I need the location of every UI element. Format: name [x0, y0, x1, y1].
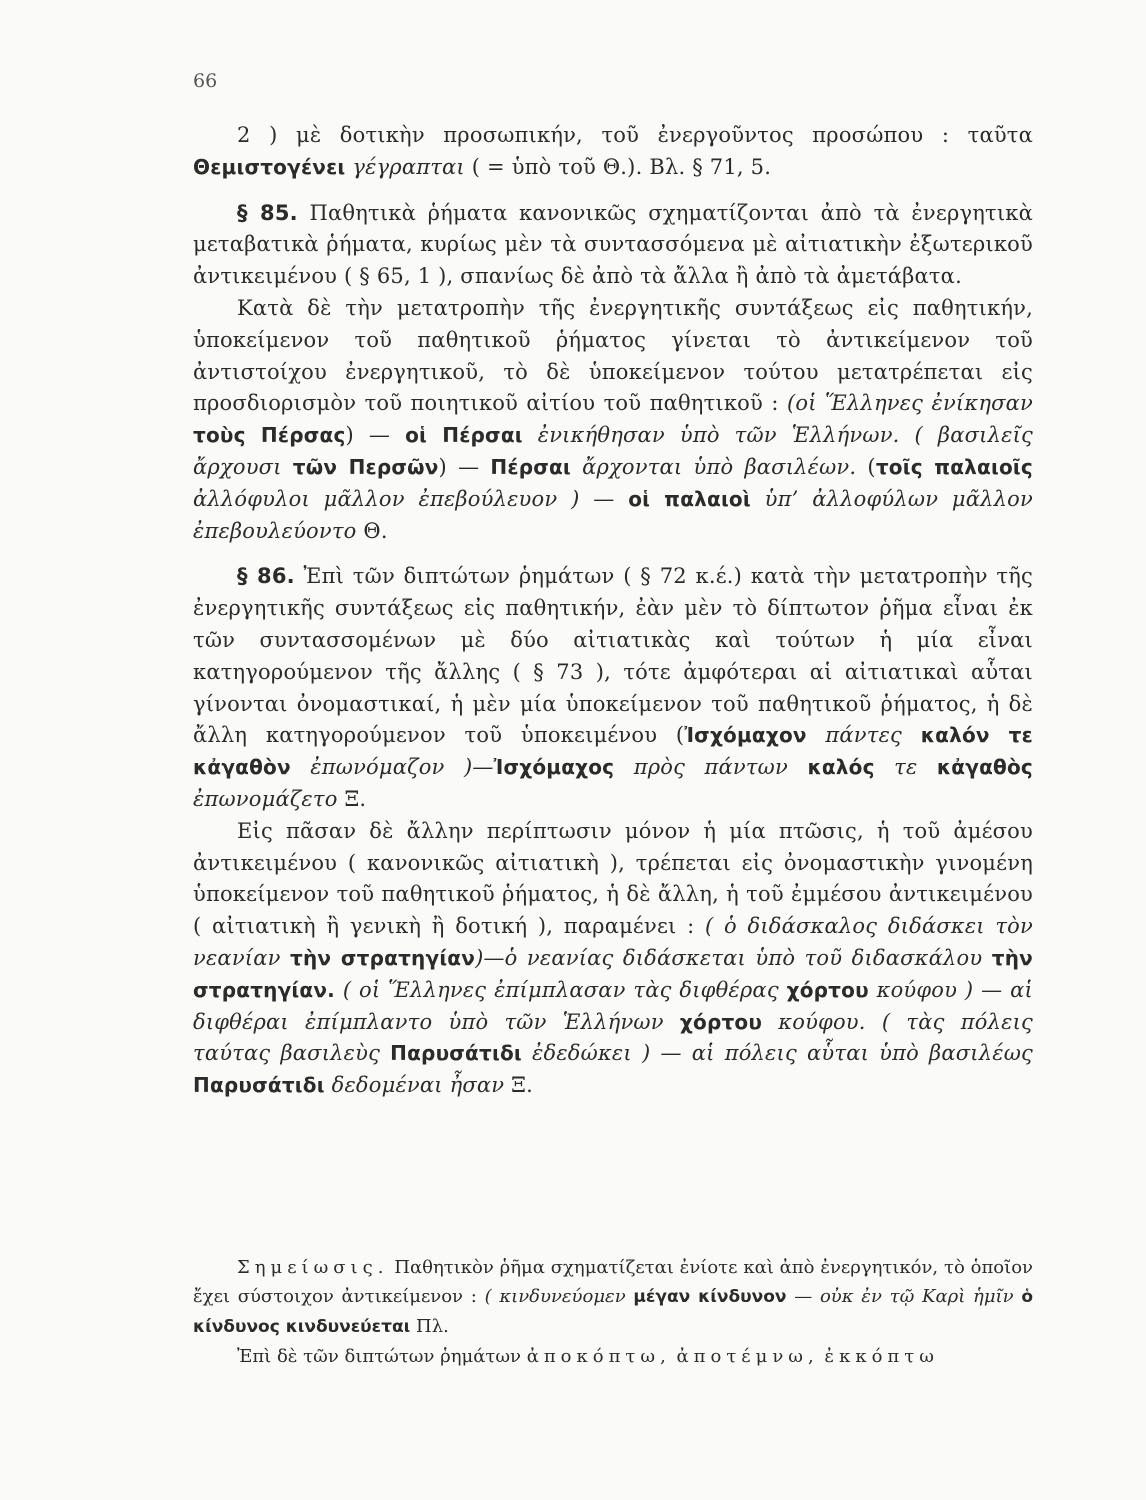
- note-paragraph: [193, 1253, 1033, 1342]
- text-run: Θ.: [363, 518, 388, 543]
- text-run: (: [867, 454, 876, 479]
- italic-example: ( οἱ Ἕλληνες ἐπίμπλασαν τὰς διφθέρας: [342, 977, 779, 1002]
- paragraph-dative: [193, 120, 1033, 184]
- italic-example: δεδομέναι ἦσαν: [331, 1073, 505, 1098]
- bold-example: Θεμιστογένει: [193, 154, 346, 179]
- text-run: 2 ) μὲ δοτικὴν προσωπικήν, τοῦ ἐνεργοῦντος προσώπου : ταῦτα: [237, 123, 1033, 147]
- bold-example: χόρτου: [786, 977, 869, 1002]
- text-run: Ξ.: [511, 1073, 533, 1098]
- italic-example: πρὸς πάντων: [633, 755, 788, 780]
- text-run: ( = ὑπὸ τοῦ Θ.). Βλ. § 71, 5.: [471, 154, 772, 179]
- italic-example: τε: [894, 755, 918, 780]
- text-run: Παθητικὰ ῥήματα κανονικῶς σχηματίζονται ἀπὸ τὰ ἐνεργητικὰ μεταβατικὰ ῥήματα, κυρίως μὲν τὰ συντασσόμενα μὲ αἰτιατικὴν ἐξωτερικοῦ ἀντικειμένου ( § 65, 1 ), σπανίως δὲ ἀπὸ τὰ ἄλλα ἢ ἀπὸ τὰ ἀμετάβατα.: [193, 200, 1033, 289]
- section-85: [193, 198, 1033, 293]
- text-run: Πλ.: [416, 1316, 449, 1337]
- bold-example: τοὺς Πέρσας: [193, 423, 346, 448]
- bold-example: μέγαν κίνδυνον: [633, 1287, 787, 1307]
- italic-example: ὑπ’ ἀλλοφύλων μᾶλλον ἐπεβουλεύοντο: [193, 486, 1033, 543]
- note-paragraph-2: [193, 1342, 1033, 1371]
- spaced-verb: ἐκκόπτω: [824, 1346, 939, 1367]
- bold-example: τῶν Περσῶν: [292, 454, 439, 479]
- italic-example: )—ὁ νεανίας διδάσκεται ὑπὸ τοῦ διδασκάλου: [475, 945, 983, 970]
- bold-example: χόρτου: [679, 1009, 763, 1034]
- text-run: ) —: [438, 454, 480, 479]
- italic-example: — οὐκ ἐν τῷ Καρὶ ἡμῖν: [794, 1286, 1014, 1307]
- italic-example: ἐδεδώκει ) — αἱ πόλεις αὗται ὑπὸ βασιλέως: [532, 1041, 1033, 1066]
- spaced-verb: ἀποκόπτω,: [526, 1346, 671, 1367]
- italic-example: ἐπωνομάζετο: [193, 786, 338, 811]
- italic-example: ( ὁ διδάσκαλος διδάσκει τὸν νεανίαν: [193, 914, 1033, 970]
- italic-example: γέγραπται: [352, 154, 465, 179]
- bold-example: Παρυσάτιδι: [390, 1041, 522, 1066]
- main-text: [193, 120, 1033, 1102]
- italic-example: (οἱ Ἕλληνες ἐνίκησαν: [786, 391, 1033, 416]
- paragraph-other-cases: [193, 816, 1033, 1102]
- section-label: § 85.: [237, 200, 298, 225]
- bold-example: ὁ κίνδυνος κινδυνεύεται: [193, 1287, 1033, 1337]
- section-86: [193, 561, 1033, 815]
- bold-example: καλός: [807, 755, 875, 780]
- footnote: [193, 1253, 1033, 1371]
- italic-example: ἄρχονται ὑπὸ βασιλέων.: [582, 454, 857, 479]
- text-run: ) —: [345, 423, 391, 448]
- bold-example: τὴν στρατηγίαν.: [193, 945, 1033, 1002]
- italic-example: ( κινδυνεύομεν: [484, 1286, 626, 1307]
- text-run: Κατὰ δὲ τὴν μετατροπὴν τῆς ἐνεργητικῆς συντάξεως εἰς παθητικήν, ὑποκείμενον τοῦ παθητικοῦ ῥήματος γίνεται τὸ ἀντικείμενον τοῦ ἀντιστοίχου ἐνεργητικοῦ, τὸ δὲ ὑποκείμενον τούτου μετατρέπεται εἰς προσδιορισμὸν τοῦ ποιητικοῦ αἰτίου τοῦ παθητικοῦ :: [193, 295, 1033, 416]
- italic-example: ἀλλόφυλοι μᾶλλον ἐπεβούλευον ) —: [193, 486, 615, 511]
- bold-example: Παρυσάτιδι: [193, 1073, 325, 1098]
- text-run: Εἰς πᾶσαν δὲ ἄλλην περίπτωσιν μόνον ἡ μία πτῶσις, ἡ τοῦ ἀμέσου ἀντικειμένου ( κανονικῶς αἰτιατικὴ ), τρέπεται εἰς ὀνομαστικὴν γινομένη ὑποκείμενον τοῦ παθητικοῦ ῥήματος, ἡ δὲ ἄλλη, ἡ τοῦ ἐμμέσου ἀντικειμένου ( αἰτιατικὴ ἢ γενικὴ ἢ δοτική ), παραμένει :: [193, 818, 1033, 939]
- italic-example: κούφου ) — αἱ διφθέραι ἐπίμπλαντο ὑπὸ τῶν Ἑλλήνων: [193, 977, 1033, 1034]
- text-run: Ἐπὶ τῶν διπτώτων ῥημάτων ( § 72 κ.έ.) κατὰ τὴν μετατροπὴν τῆς ἐνεργητικῆς συντάξεως εἰς παθητικήν, ἐὰν μὲν τὸ δίπτωτον ῥῆμα εἶναι ἐκ τῶν συντασσομένων μὲ δύο αἰτιατικὰς καὶ τούτων ἡ μία εἶναι κατηγορούμενον τῆς ἄλλης ( § 73 ), τότε ἀμφότεραι αἱ αἰτιατικαὶ αὗται γίνονται ὀνομαστικαί, ἡ μὲν μία ὑποκείμενον τοῦ παθητικοῦ ῥήματος, ἡ δὲ ἄλλη κατηγορούμενον τοῦ ὑποκειμένου (: [193, 564, 1033, 748]
- spaced-verb: ἀποτέμνω,: [676, 1346, 819, 1367]
- note-label: Σημείωσις.: [237, 1257, 389, 1278]
- italic-example: πάντες: [825, 723, 903, 748]
- italic-example: κούφου. ( τὰς πόλεις ταύτας βασιλεὺς: [193, 1009, 1033, 1066]
- text-run: Ἐπὶ δὲ τῶν διπτώτων ῥημάτων: [237, 1346, 521, 1367]
- bold-example: Ἰσχόμαχος: [493, 755, 615, 780]
- italic-example: ἐπωνόμαζον )—: [310, 755, 494, 780]
- bold-example: καλόν τε κἀγαθὸν: [193, 723, 1033, 780]
- italic-example: ἐνικήθησαν ὑπὸ τῶν Ἑλλήνων. ( βασιλεῖς ἄρχουσι: [193, 423, 1033, 479]
- bold-example: τοῖς παλαιοῖς: [875, 454, 1033, 479]
- section-label: § 86.: [237, 564, 295, 589]
- paragraph-conversion: [193, 293, 1033, 547]
- bold-example: κἀγαθὸς: [936, 755, 1033, 780]
- page-number: 66: [193, 70, 218, 92]
- bold-example: οἱ παλαιοὶ: [628, 486, 751, 511]
- text-run: Ξ.: [344, 786, 367, 811]
- bold-example: Ἰσχόμαχον: [684, 723, 807, 748]
- text-run: Παθητικὸν ῥῆμα σχηματίζεται ἐνίοτε καὶ ἀπὸ ἐνεργητικόν, τὸ ὁποῖον ἔχει σύστοιχον ἀντικείμενον :: [193, 1257, 1033, 1307]
- bold-example: Πέρσαι: [490, 454, 571, 479]
- bold-example: τὴν στρατηγίαν: [289, 945, 476, 970]
- bold-example: οἱ Πέρσαι: [405, 423, 523, 448]
